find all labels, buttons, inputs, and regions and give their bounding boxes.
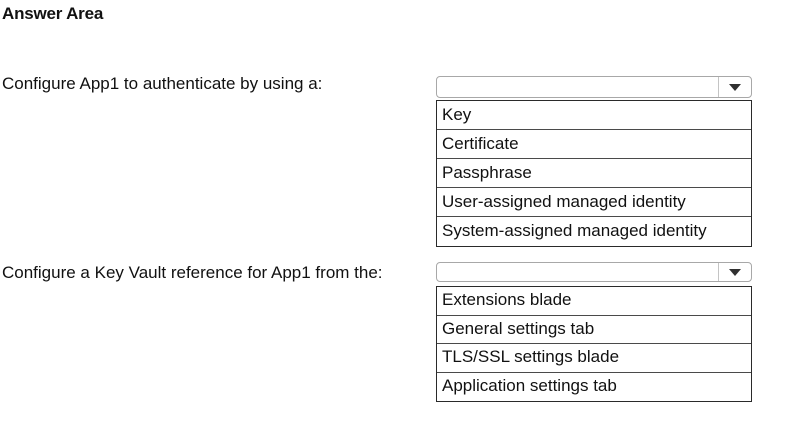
option-user-assigned-managed-identity[interactable]: User-assigned managed identity xyxy=(437,188,751,217)
question-2-dropdown[interactable] xyxy=(436,262,752,282)
option-key[interactable]: Key xyxy=(437,101,751,130)
answer-area-title: Answer Area xyxy=(2,4,104,23)
option-system-assigned-managed-identity[interactable]: System-assigned managed identity xyxy=(442,221,707,240)
question-1-prompt: Configure App1 to authenticate by using a: xyxy=(2,74,323,93)
question-2-options xyxy=(436,286,752,402)
option-certificate[interactable]: Certificate xyxy=(437,130,751,159)
option-general-settings-tab[interactable]: General settings tab xyxy=(437,316,751,345)
chevron-down-icon xyxy=(729,84,741,91)
dropdown-arrow-button[interactable] xyxy=(718,77,751,97)
option-tls-ssl-settings-blade[interactable]: TLS/SSL settings blade xyxy=(437,344,751,373)
option-application-settings-tab[interactable]: Application settings tab xyxy=(442,375,617,395)
chevron-down-icon xyxy=(729,269,741,276)
option-passphrase[interactable]: Passphrase xyxy=(437,159,751,188)
question-1-dropdown[interactable] xyxy=(436,76,752,98)
question-2-prompt: Configure a Key Vault reference for App1 from the: xyxy=(2,263,383,282)
option-extensions-blade[interactable]: Extensions blade xyxy=(437,287,751,316)
dropdown-arrow-button[interactable] xyxy=(718,263,751,281)
question-1-options xyxy=(436,100,752,247)
